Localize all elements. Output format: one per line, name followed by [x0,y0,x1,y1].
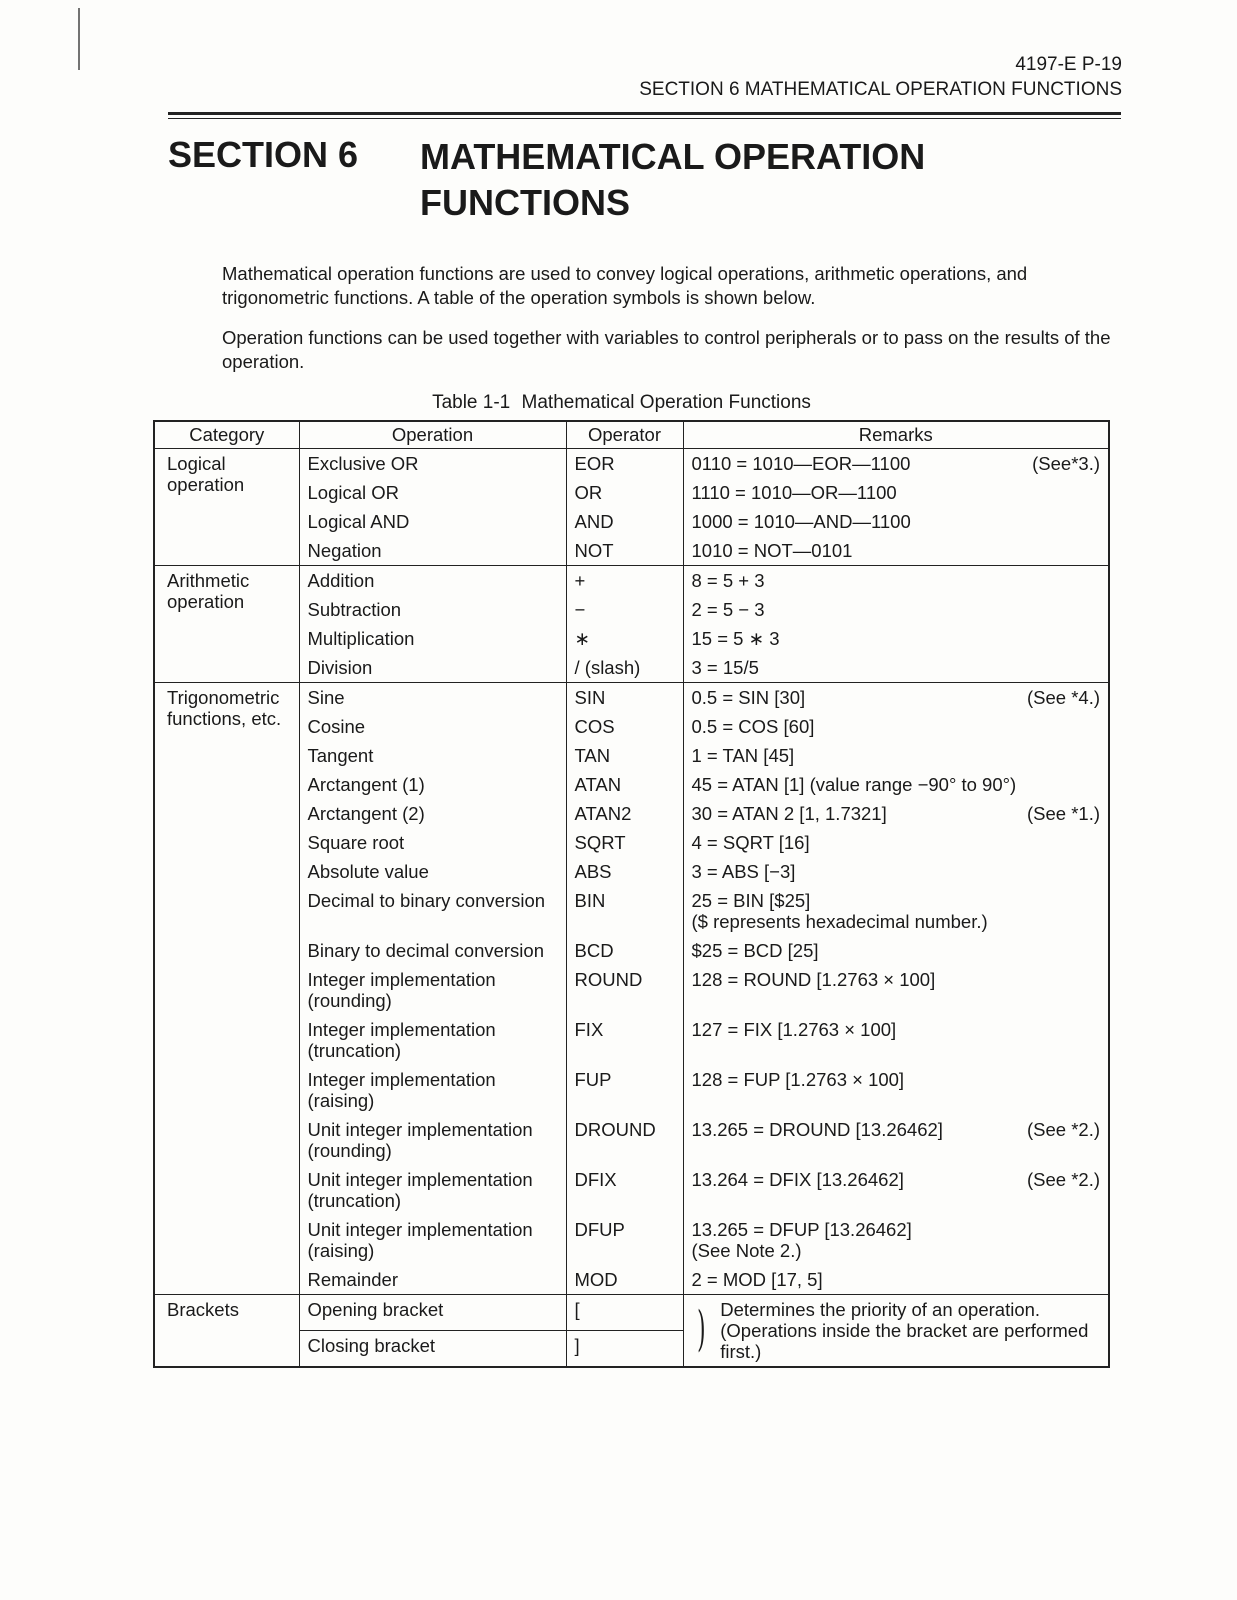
table-caption [0,392,1237,414]
remarks-cell [683,1115,1109,1165]
operator-cell: ATAN [566,770,683,799]
table-body [154,449,1109,1368]
operator-cell: SIN [566,683,683,713]
operation-cell: Arctangent (2) [299,799,566,828]
operator-cell: BCD [566,936,683,965]
remark-line [692,482,1101,503]
operator-cell: FUP [566,1065,683,1115]
remark-example: 128 = FUP [1.2763 × 100] [691,1069,905,1090]
remark-note: ($ represents hexadecimal number.) [691,911,988,932]
operation-cell: Unit integer implementation (truncation) [299,1165,566,1215]
remark-line [692,453,1101,474]
remarks-cell [683,1015,1109,1065]
remarks-cell [683,799,1109,828]
operation-cell: Integer implementation (truncation) [299,1015,566,1065]
remark-line [692,890,1101,911]
remarks-cell [683,1215,1109,1265]
remark-line [692,1219,1101,1240]
remarks-cell [683,624,1109,653]
remark-see-note: (See*3.) [1032,453,1100,474]
operator-cell: MOD [566,1265,683,1295]
operator-cell: TAN [566,741,683,770]
remark-line [692,774,1101,795]
remark-example: 13.264 = DFIX [13.26462] [691,1169,904,1190]
remarks-cell [683,857,1109,886]
remark-line [692,628,1101,649]
remark-example: 2 = MOD [17, 5] [691,1269,823,1290]
remark-example: $25 = BCD [25] [691,940,819,961]
remark-example: 15 = 5 ∗ 3 [691,628,780,649]
category-cell: Brackets [154,1295,299,1368]
remark-line [692,832,1101,853]
operator-cell: BIN [566,886,683,936]
operation-cell: Multiplication [299,624,566,653]
operation-cell: Closing bracket [299,1330,566,1367]
remarks-cell [683,595,1109,624]
remark-line [692,803,1101,824]
remark-example: 4 = SQRT [16] [691,832,810,853]
operator-cell: ∗ [566,624,683,653]
remark-line [692,1169,1101,1190]
intro-paragraph-2: Operation functions can be used together with variables to control peripherals or to pass on the results of the operation. [222,327,1111,372]
bracket-remark-text: Determines the priority of an operation. (Operations inside the bracket are performed first.) [720,1299,1089,1362]
operator-cell: ATAN2 [566,799,683,828]
remarks-cell [683,683,1109,713]
table-caption-text: Mathematical Operation Functions [521,392,811,413]
section-number: SECTION 6 [168,134,359,175]
remark-example: 1000 = 1010—AND—1100 [691,511,911,532]
remarks-cell [683,936,1109,965]
operator-cell: DFIX [566,1165,683,1215]
remarks-cell [683,507,1109,536]
remark-example: 127 = FIX [1.2763 × 100] [691,1019,897,1040]
operations-table [153,420,1110,1368]
remark-example: 3 = ABS [−3] [691,861,796,882]
intro-text [222,262,1121,390]
remark-example: 8 = 5 + 3 [691,570,765,591]
operation-cell: Cosine [299,712,566,741]
operator-cell: OR [566,478,683,507]
remark-line [692,940,1101,961]
operator-cell: SQRT [566,828,683,857]
remarks-cell [683,712,1109,741]
remark-line [692,1069,1101,1090]
remark-line [692,1119,1101,1140]
operator-cell: [ [566,1295,683,1331]
remark-example: 13.265 = DFUP [13.26462] [691,1219,912,1240]
remarks-cell [683,449,1109,479]
operation-cell: Unit integer implementation (rounding) [299,1115,566,1165]
operation-cell: Addition [299,566,566,596]
header-operation: Operation [299,421,566,449]
operation-cell: Logical AND [299,507,566,536]
remark-see-note: (See *1.) [1026,803,1100,824]
header-rule-thick [168,112,1121,115]
operator-cell: ABS [566,857,683,886]
remark-example: 1110 = 1010—OR—1100 [691,482,897,503]
remark-line [692,657,1101,678]
remarks-cell [683,653,1109,683]
operator-cell: ] [566,1330,683,1367]
remarks-cell [683,828,1109,857]
table-row-opening-bracket [154,1295,1109,1331]
category-cell: Arithmetic operation [154,566,299,683]
bracket-remark [692,1299,1101,1362]
operator-cell: COS [566,712,683,741]
remark-line [692,745,1101,766]
remark-line [692,687,1101,708]
operator-cell: / (slash) [566,653,683,683]
remark-example: 0.5 = SIN [30] [691,687,806,708]
header-section-line: SECTION 6 MATHEMATICAL OPERATION FUNCTIONS [639,79,1122,100]
remarks-cell [683,886,1109,936]
remark-example: 13.265 = DROUND [13.26462] [691,1119,943,1140]
remark-see-note: (See *2.) [1026,1119,1100,1140]
remark-see-note: (See *2.) [1026,1169,1100,1190]
operator-cell: NOT [566,536,683,566]
remark-note: (See Note 2.) [691,1240,802,1261]
operation-cell: Exclusive OR [299,449,566,479]
category-cell: Logical operation [154,449,299,566]
remark-example: 3 = 15/5 [691,657,759,678]
table-caption-number: Table 1-1 [432,392,511,413]
remarks-cell [683,741,1109,770]
operator-cell: FIX [566,1015,683,1065]
header-remarks: Remarks [683,421,1109,449]
remark-example: 45 = ATAN [1] (value range −90° to 90°) [691,774,1017,795]
operation-cell: Unit integer implementation (raising) [299,1215,566,1265]
operator-cell: DROUND [566,1115,683,1165]
operation-cell: Sine [299,683,566,713]
brace-glyph: ) [696,1301,706,1357]
remark-example: 1 = TAN [45] [691,745,795,766]
operation-cell: Integer implementation (raising) [299,1065,566,1115]
section-title-line1: MATHEMATICAL OPERATION [420,136,926,177]
remark-example: 0.5 = COS [60] [691,716,815,737]
remarks-cell [683,1065,1109,1115]
remark-example: 128 = ROUND [1.2763 × 100] [691,969,936,990]
operation-cell: Opening bracket [299,1295,566,1331]
operation-cell: Binary to decimal conversion [299,936,566,965]
operation-cell: Division [299,653,566,683]
remark-line [692,599,1101,620]
remarks-cell [683,770,1109,799]
remark-example: 30 = ATAN 2 [1, 1.7321] [691,803,887,824]
table-row [154,566,1109,596]
operator-cell: + [566,566,683,596]
operation-cell: Subtraction [299,595,566,624]
operator-cell: EOR [566,449,683,479]
doc-reference: 4197-E P-19 [1015,54,1122,75]
operator-cell: − [566,595,683,624]
table-row [154,683,1109,713]
remark-line [692,861,1101,882]
operation-cell: Remainder [299,1265,566,1295]
header-category: Category [154,421,299,449]
table-header-row [154,421,1109,449]
remark-line [692,540,1101,561]
table-row [154,449,1109,479]
remark-example: 1010 = NOT—0101 [691,540,853,561]
operation-cell: Absolute value [299,857,566,886]
operation-cell: Tangent [299,741,566,770]
header-operator: Operator [566,421,683,449]
scan-edge-mark [78,8,80,70]
page-header [639,52,1122,102]
remark-line [692,570,1101,591]
remarks-cell [683,536,1109,566]
operator-cell: ROUND [566,965,683,1015]
remarks-cell [683,478,1109,507]
bracket-remark-cell [683,1295,1109,1368]
operation-cell: Decimal to binary conversion [299,886,566,936]
remarks-cell [683,965,1109,1015]
remarks-cell [683,566,1109,596]
section-title [420,134,980,226]
header-rule-thin [168,118,1121,119]
remark-example: 0110 = 1010—EOR—1100 [691,453,911,474]
operator-cell: DFUP [566,1215,683,1265]
remarks-cell [683,1165,1109,1215]
remark-line [692,1019,1101,1040]
operation-cell: Integer implementation (rounding) [299,965,566,1015]
section-title-line2: FUNCTIONS [420,182,630,223]
remark-see-note: (See *4.) [1026,687,1100,708]
remark-line [692,716,1101,737]
remark-example: 2 = 5 − 3 [691,599,765,620]
remark-example: 25 = BIN [$25] [691,890,811,911]
intro-paragraph-1: Mathematical operation functions are used to convey logical operations, arithmetic operations, and trigonometric functions. A table of the operation symbols is shown below. [222,263,1028,308]
category-cell: Trigonometric functions, etc. [154,683,299,1295]
operation-cell: Square root [299,828,566,857]
operation-cell: Negation [299,536,566,566]
remark-line [692,1269,1101,1290]
operator-cell: AND [566,507,683,536]
operation-cell: Arctangent (1) [299,770,566,799]
operation-cell: Logical OR [299,478,566,507]
remark-line [692,511,1101,532]
remark-line [692,969,1101,990]
remarks-cell [683,1265,1109,1295]
